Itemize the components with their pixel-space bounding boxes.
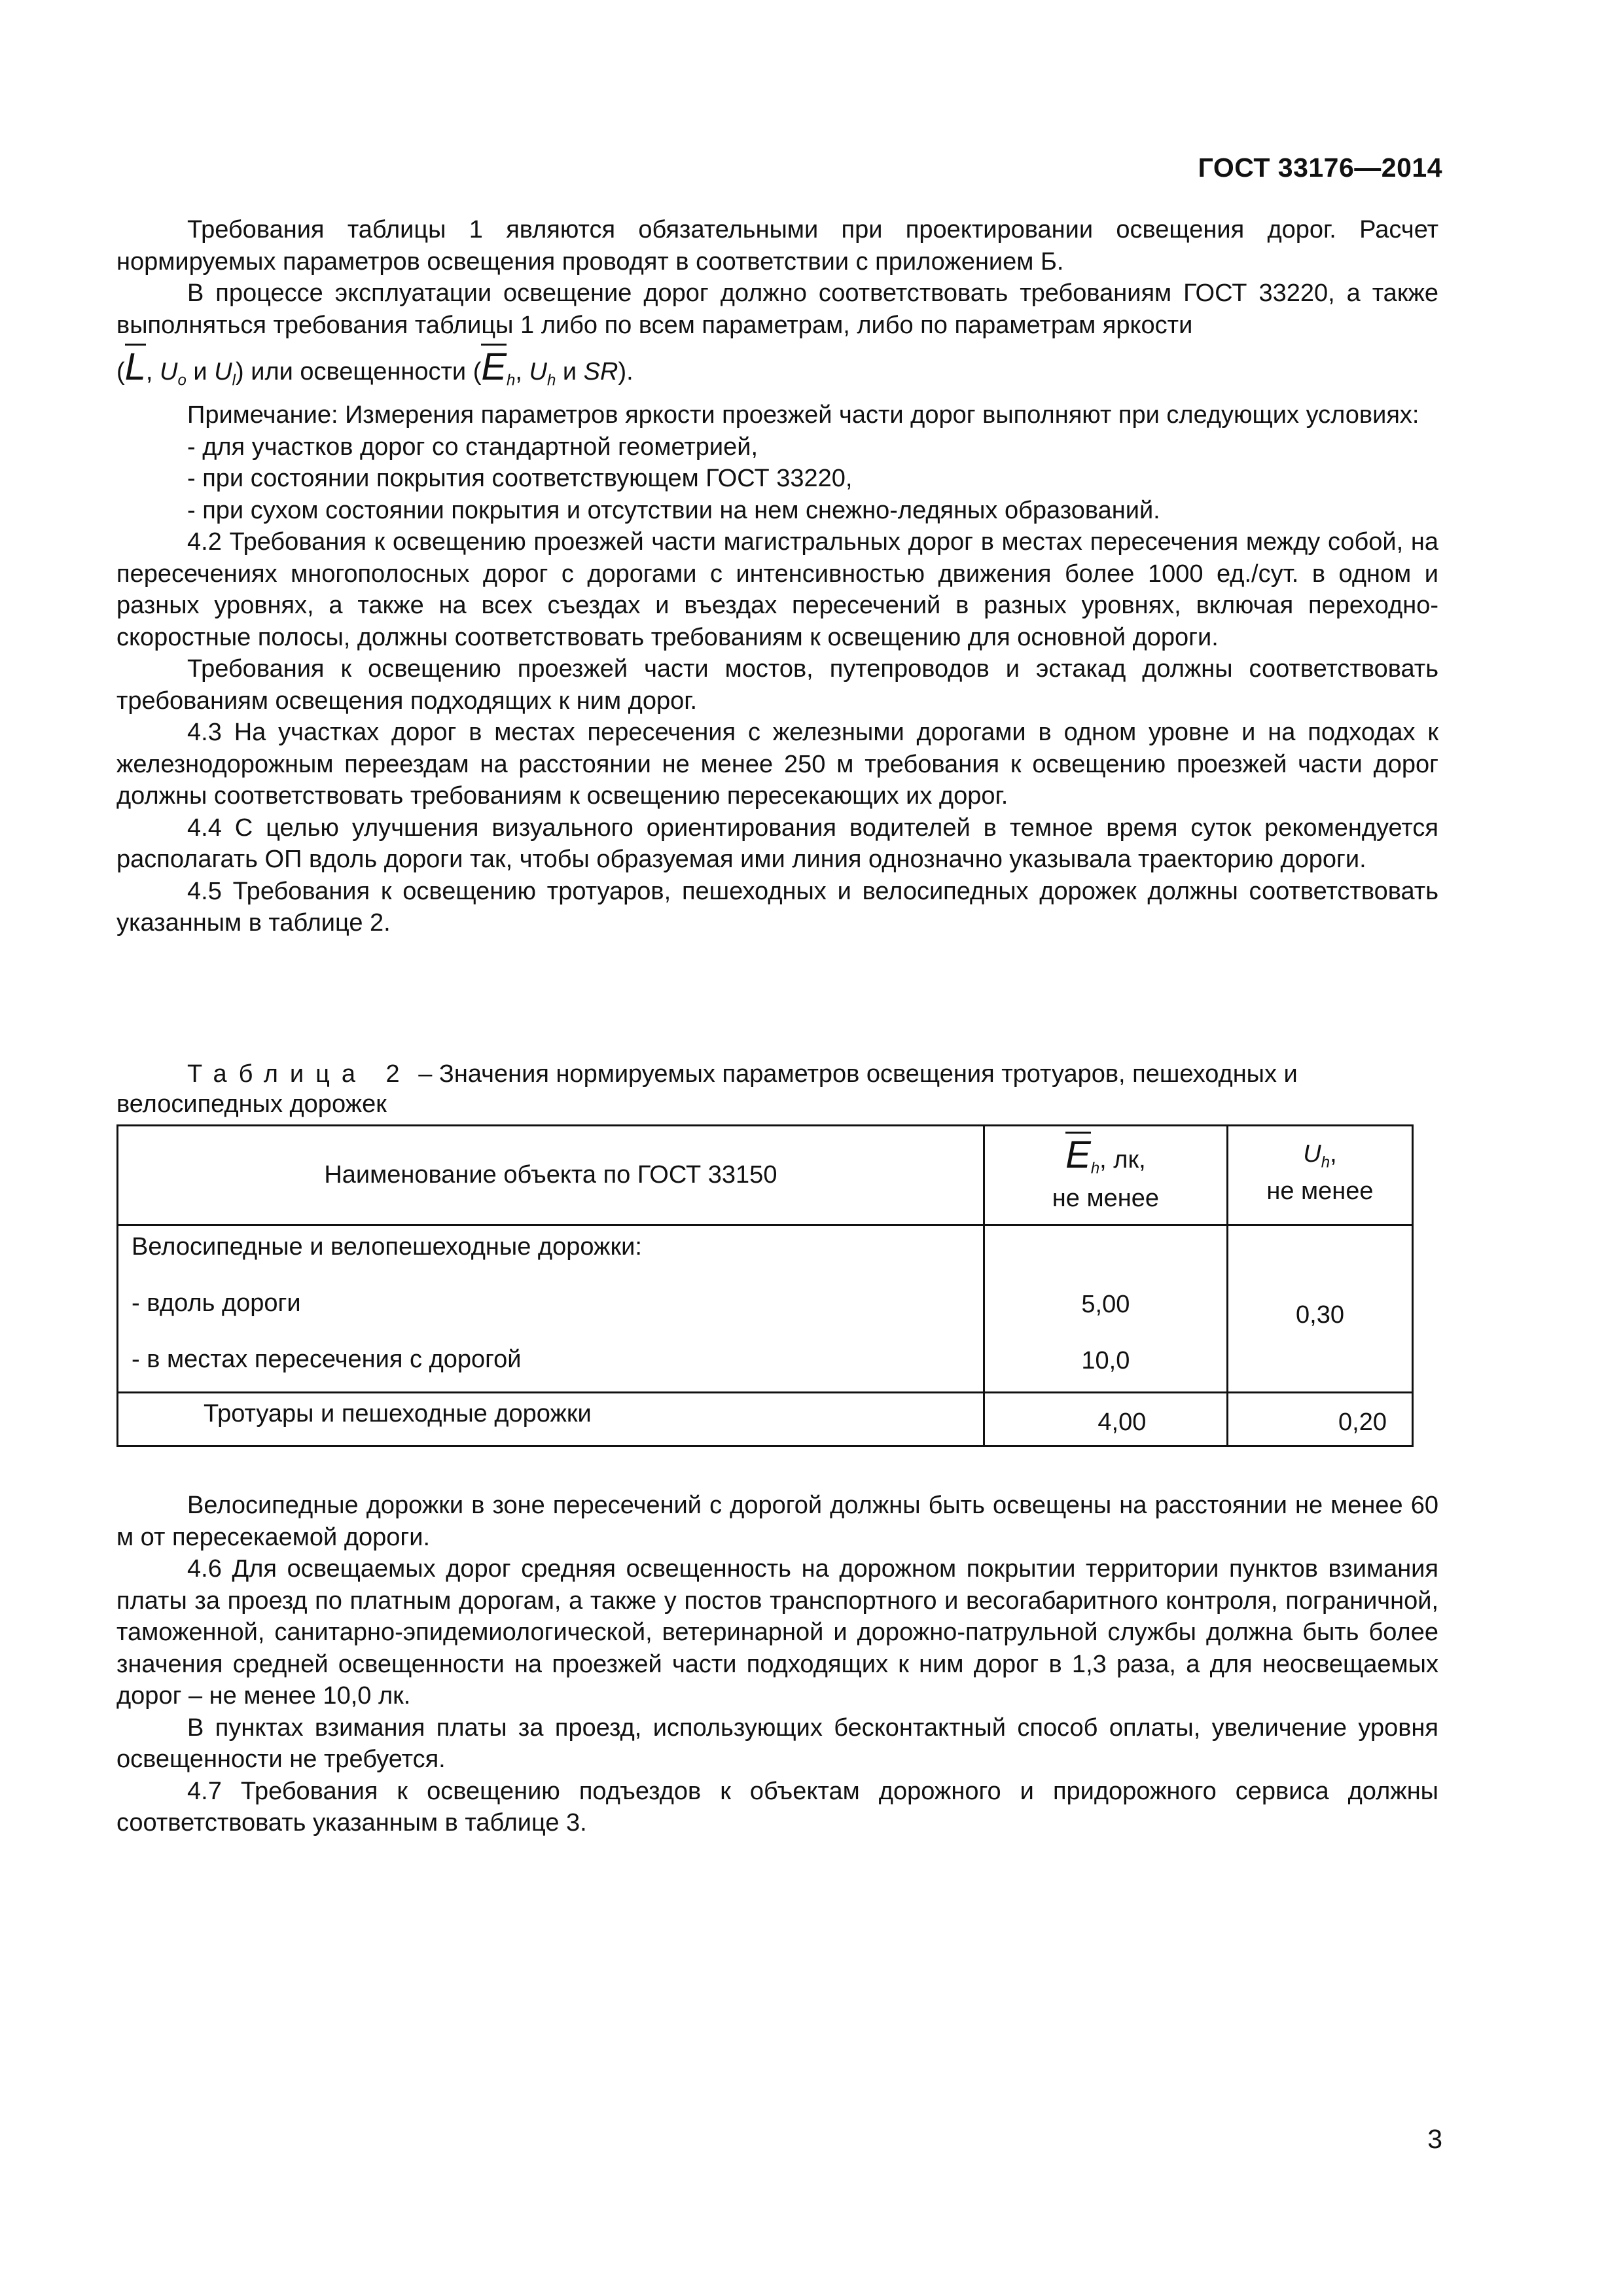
section-top bbox=[116, 214, 1438, 939]
table-row bbox=[118, 1393, 1413, 1446]
row-bike-uniformity: 0,30 bbox=[1227, 1225, 1412, 1393]
note-paragraph: Примечание: Измерения параметров яркости проезжей части дорог выполняют при следующих условиях: bbox=[187, 401, 1419, 429]
section-bottom bbox=[116, 1490, 1438, 1839]
symbol-L-bar: L bbox=[125, 344, 146, 386]
header-uniformity: $U_h$, не менее bbox=[1227, 1126, 1412, 1225]
row-bike-paths: Велосипедные и велопешеходные дорожки: - вдоль дороги - в местах пересечения с дорогой bbox=[118, 1225, 984, 1393]
section-4-7: 4.7 Требования к освещению подъездов к объектам дорожного и придорожного сервиса должны соответствовать указанным в таблице 3. bbox=[116, 1777, 1438, 1837]
header-illuminance: $E_h$, лк, не менее bbox=[984, 1126, 1227, 1225]
section-4-6: 4.6 Для освещаемых дорог средняя освещенность на дорожном покрытии территории пунктов взимания платы за проезд по платным дорогам, а также у постов транспортного и весогабаритного контроля, пограничной, таможенной, санитарно-эпидемиологической, ветеринарной и дорожно-патрульной службы должна быть более значения средней освещенности на проезжей части подходящих к ним дорог в 1,3 раза, а для неосвещаемых дорог – не менее 10,0 лк. bbox=[116, 1555, 1438, 1710]
row-sidewalks-illuminance: 4,00 bbox=[984, 1393, 1227, 1446]
paragraph-parameters: (L, $U_o$ и $U_l$) или освещенности ($E_h$, $U_h$ и SR). bbox=[116, 344, 1438, 397]
paragraph-toll-points: В пунктах взимания платы за проезд, использующих бесконтактный способ оплаты, увеличение уровня освещенности не требуется. bbox=[116, 1713, 1438, 1773]
symbol-E-bar: E bbox=[1065, 1132, 1091, 1174]
paragraph-bridges: Требования к освещению проезжей части мостов, путепроводов и эстакад должны соответствовать требованиям освещения подходящих к ним дорог. bbox=[116, 655, 1438, 715]
table-caption-text: – Значения нормируемых параметров освещения тротуаров, пешеходных и велосипедных дорожек bbox=[116, 1060, 1298, 1118]
section-4-3: 4.3 На участках дорог в местах пересечения с железными дорогами в одном уровне и на подходах к железнодорожным переездам на расстоянии не менее 250 м требования к освещению проезжей части дорог должны соответствовать требованиям к освещению пересекающих их дорог. bbox=[116, 719, 1438, 810]
row-sidewalks-uniformity: 0,20 bbox=[1227, 1393, 1412, 1446]
table-caption bbox=[116, 1059, 1438, 1119]
document-header: ГОСТ 33176—2014 bbox=[1198, 152, 1442, 183]
paragraph-operation: В процессе эксплуатации освещение дорог должно соответствовать требованиям ГОСТ 33220, а также выполняться требования таблицы 1 либо по всем параметрам, либо по параметрам яркости bbox=[116, 279, 1438, 339]
header-object-name: Наименование объекта по ГОСТ 33150 bbox=[118, 1126, 984, 1225]
table-row bbox=[118, 1225, 1413, 1393]
list-item: - при сухом состоянии покрытия и отсутствии на нем снежно-ледяных образований. bbox=[187, 496, 1160, 524]
list-item: - при состоянии покрытия соответствующем ГОСТ 33220, bbox=[187, 465, 853, 493]
section-4-2: 4.2 Требования к освещению проезжей части магистральных дорог в местах пересечения между собой, на пересечениях многополосных дорог с дорогами с интенсивностью движения более 1000 ед./сут. в одном и разных уровнях, а также на всех съездах и въездах пересечений в разных уровнях, включая переходно-скоростные полосы, должны соответствовать требованиям к освещению для основной дороги. bbox=[116, 528, 1438, 651]
symbol-E-bar: E bbox=[481, 344, 507, 386]
section-4-5: 4.5 Требования к освещению тротуаров, пешеходных и велосипедных дорожек должны соответствовать указанным в таблице 2. bbox=[116, 877, 1438, 937]
table-caption-label: Таблица 2 bbox=[187, 1060, 412, 1088]
paragraph-table1-requirements: Требования таблицы 1 являются обязательными при проектировании освещения дорог. Расчет нормируемых параметров освещения проводят в соответствии с приложением Б. bbox=[116, 216, 1438, 276]
paragraph-bike-crossings: Велосипедные дорожки в зоне пересечений с дорогой должны быть освещены на расстоянии не менее 60 м от пересекаемой дороги. bbox=[116, 1492, 1438, 1551]
table-2 bbox=[116, 1124, 1414, 1447]
row-sidewalks: Тротуары и пешеходные дорожки bbox=[118, 1393, 984, 1446]
list-item: - для участков дорог со стандартной геометрией, bbox=[187, 433, 758, 461]
table-header-row bbox=[118, 1126, 1413, 1225]
section-4-4: 4.4 С целью улучшения визуального ориентирования водителей в темное время суток рекомендуется располагать ОП вдоль дороги так, чтобы образуемая ими линия однозначно указывала траекторию дороги. bbox=[116, 814, 1438, 874]
row-bike-illuminance: 5,00 10,0 bbox=[984, 1225, 1227, 1393]
page-number: 3 bbox=[1427, 2124, 1442, 2154]
